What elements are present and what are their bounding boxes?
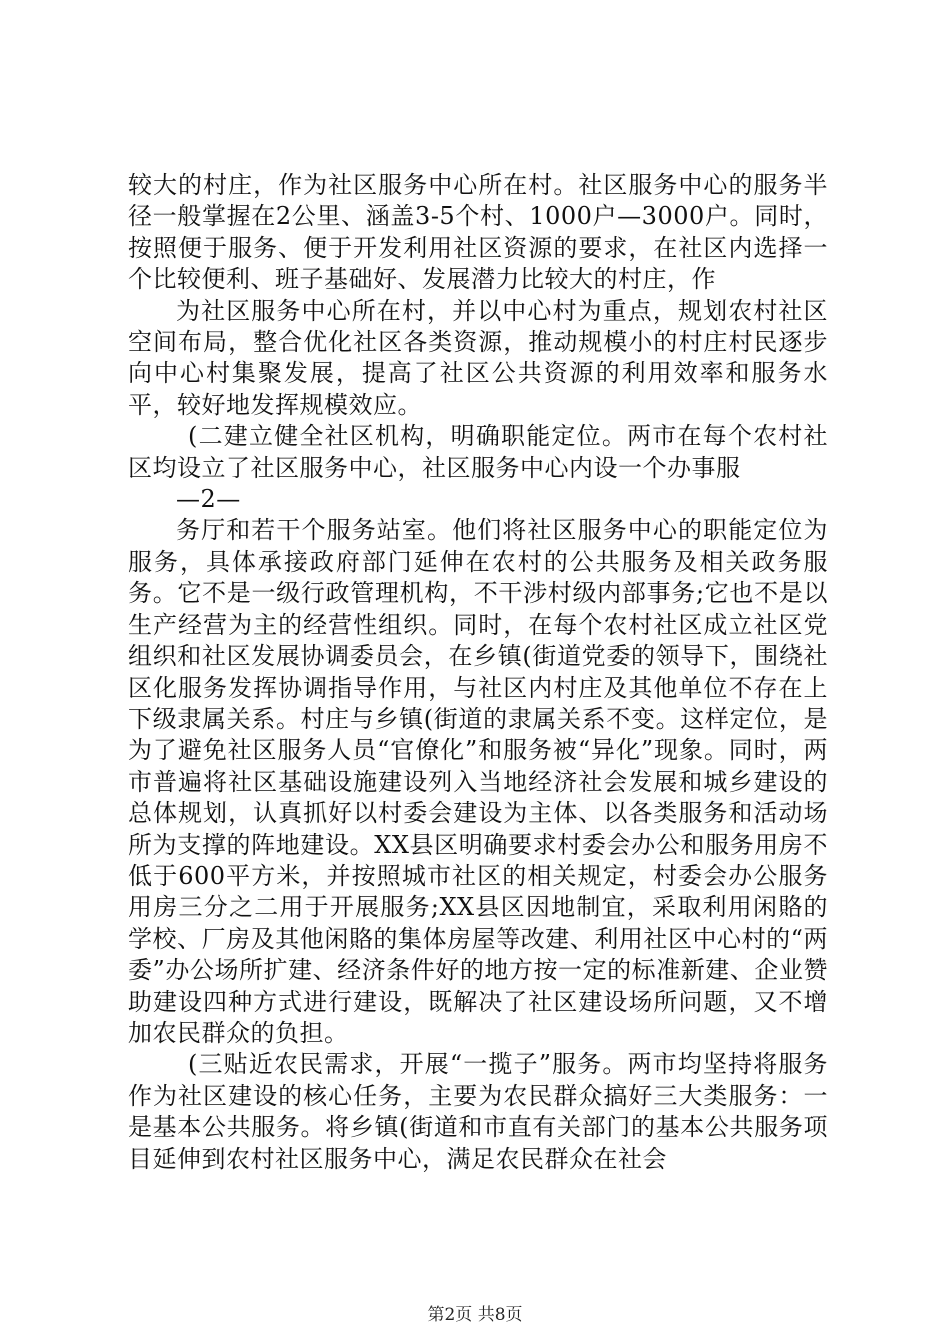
inline-page-number: —2— — [176, 485, 241, 514]
page-footer: 第2页 共8页 — [427, 1305, 523, 1325]
paragraph-1: 较大的村庄，作为社区服务中心所在村。社区服务中心的服务半径一般掌握在2公里、涵盖3-5个村、1000户—3000户。同时，按照便于服务、便于开发利用社区资源的要求，在社区内选择一个比较便利、班子基础好、发展潜力比较大的村庄，作 — [128, 171, 828, 294]
paragraph-2: 为社区服务中心所在村，并以中心村为重点，规划农村社区空间布局，整合优化社区各类资源，推动规模小的村庄村民逐步向中心村集聚发展，提高了社区公共资源的利用效率和服务水平，较好地发挥规模效应。 — [128, 296, 828, 419]
paragraph-3: (二建立健全社区机构，明确职能定位。两市在每个农村社区均设立了社区服务中心，社区服务中心内设一个办事服 — [128, 422, 828, 482]
paragraph-5: (三贴近农民需求，开展“一揽子”服务。两市均坚持将服务作为社区建设的核心任务，主要为农民群众搞好三大类服务：一是基本公共服务。将乡镇(街道和市直有关部门的基本公共服务项目延伸到农村社区服务中心，满足农民群众在社会 — [128, 1050, 828, 1173]
paragraph-4: 务厅和若干个服务站室。他们将社区服务中心的职能定位为服务，具体承接政府部门延伸在农村的公共服务及相关政务服务。它不是一级行政管理机构，不干涉村级内部事务;它也不是以生产经营为主的经营性组织。同时，在每个农村社区成立社区党组织和社区发展协调委员会，在乡镇(街道党委的领导下，围绕社区化服务发挥协调指导作用，与社区内村庄及其他单位不存在上下级隶属关系。村庄与乡镇(街道的隶属关系不变。这样定位，是为了避免社区服务人员“官僚化”和服务被“异化”现象。同时，两市普遍将社区基础设施建设列入当地经济社会发展和城乡建设的总体规划，认真抓好以村委会建设为主体、以各类服务和活动场所为支撑的阵地建设。XX县区明确要求村委会办公和服务用房不低于600平方米，并按照城市社区的相关规定，村委会办公服务用房三分之二用于开展服务;XX县区因地制宜，采取利用闲賂的学校、厂房及其他闲賂的集体房屋等改建、利用社区中心村的“两委”办公场所扩建、经济条件好的地方按一定的标准新建、企业赞助建设四种方式进行建设，既解决了社区建设场所问题，又不增加农民群众的负担。 — [128, 516, 828, 1047]
document-body — [128, 170, 828, 1175]
